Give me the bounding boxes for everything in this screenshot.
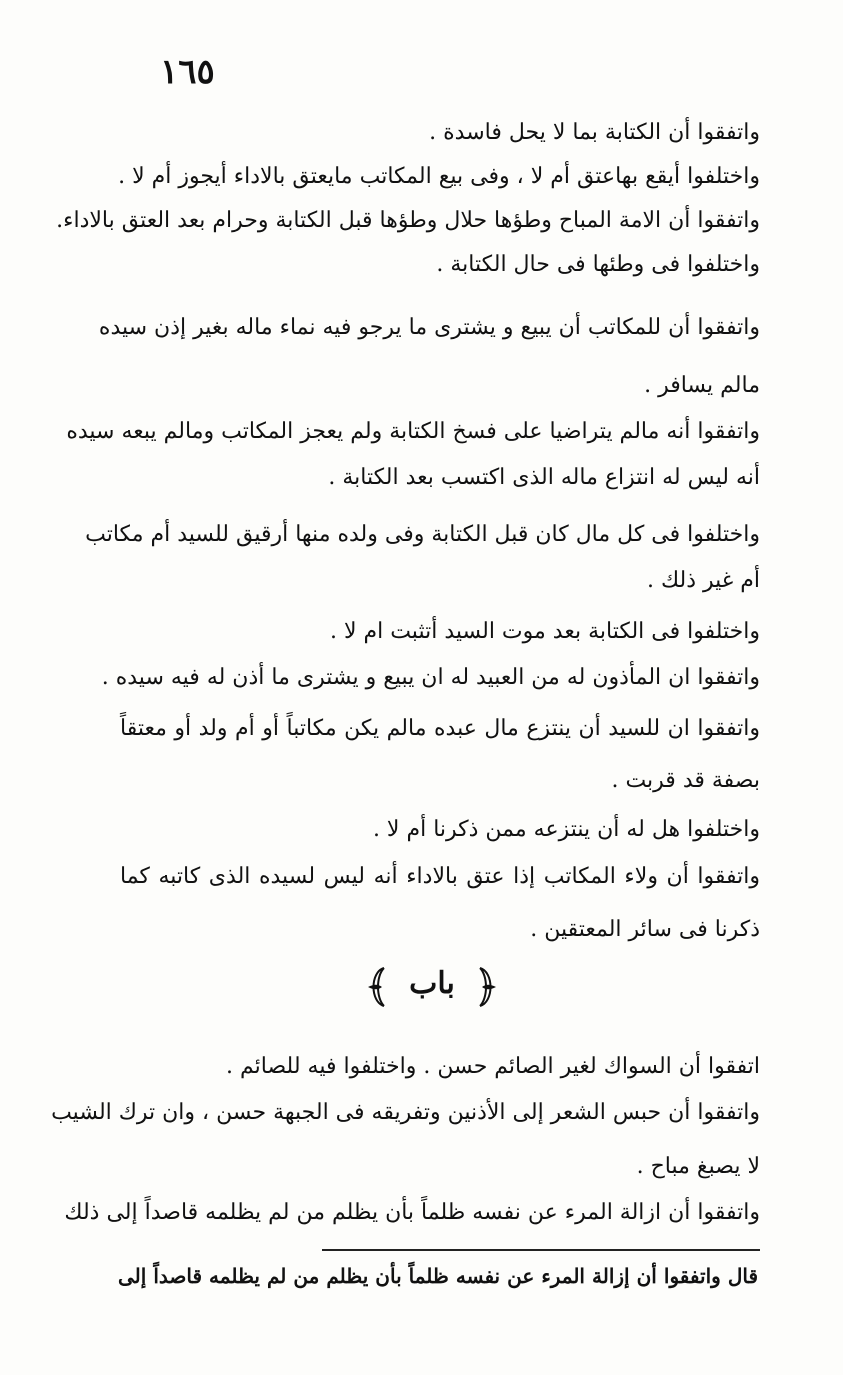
heading-label: باب xyxy=(409,966,455,1001)
text-line: واتفقوا ان للسيد أن ينتزع مال عبده مالم يكن مكاتباً أو أم ولد أو معتقاً xyxy=(120,716,760,741)
text-line: واختلفوا هل له أن ينتزعه ممن ذكرنا أم لا . xyxy=(372,817,760,842)
page-number: ١٦٥ xyxy=(160,52,215,92)
footnote-divider xyxy=(322,1249,760,1251)
text-line: واختلفوا فى وطئها فى حال الكتابة . xyxy=(436,252,760,277)
text-line: بصفة قد قربت . xyxy=(611,768,760,793)
text-line: أم غير ذلك . xyxy=(646,568,760,593)
text-line: واتفقوا أن للمكاتب أن يبيع و يشترى ما يرجو فيه نماء ماله بغير إذن سيده xyxy=(98,315,760,340)
text-line: مالم يسافر . xyxy=(644,373,760,398)
text-line: واتفقوا أن ولاء المكاتب إذا عتق بالاداء أنه ليس لسيده الذى كاتبه كما xyxy=(120,864,760,889)
text-line: واختلفوا أيقع بهاعتق أم لا ، وفى بيع المكاتب مايعتق بالاداء أيجوز أم لا . xyxy=(118,164,760,189)
text-line: واختلفوا فى الكتابة بعد موت السيد أتثبت ام لا . xyxy=(329,619,760,644)
text-line: أنه ليس له انتزاع ماله الذى اكتسب بعد الكتابة . xyxy=(328,465,760,490)
text-line: واتفقوا ان المأذون له من العبيد له ان يبيع و يشترى ما أذن له فيه سيده . xyxy=(101,665,760,690)
footnote: قال واتفقوا أن إزالة المرء عن نفسه ظلماً بأن يظلم من لم يظلمه قاصداً إلى xyxy=(118,1264,758,1288)
text-line: واتفقوا أن حبس الشعر إلى الأذنين وتفريقه فى الجبهة حسن ، وان ترك الشيب xyxy=(51,1100,760,1125)
text-line: واتفقوا أن الامة المباح وطؤها حلال وطؤها قبل الكتابة وحرام بعد العتق بالاداء. xyxy=(56,208,760,233)
text-line: اتفقوا أن السواك لغير الصائم حسن . واختلفوا فيه للصائم . xyxy=(226,1054,760,1079)
text-line: واتفقوا أن ازالة المرء عن نفسه ظلماً بأن يظلم من لم يظلمه قاصداً إلى ذلك xyxy=(64,1200,760,1225)
text-line: واتفقوا أنه مالم يتراضيا على فسخ الكتابة ولم يعجز المكاتب ومالم يبعه سيده xyxy=(66,419,760,444)
text-line: لا يصبغ مباح . xyxy=(636,1154,760,1179)
text-line: واختلفوا فى كل مال كان قبل الكتابة وفى ولده منها أرقيق للسيد أم مكاتب xyxy=(85,522,760,547)
text-line: ذكرنا فى سائر المعتقين . xyxy=(530,917,760,942)
section-heading xyxy=(362,962,502,1012)
text-line: واتفقوا أن الكتابة بما لا يحل فاسدة . xyxy=(429,120,760,145)
